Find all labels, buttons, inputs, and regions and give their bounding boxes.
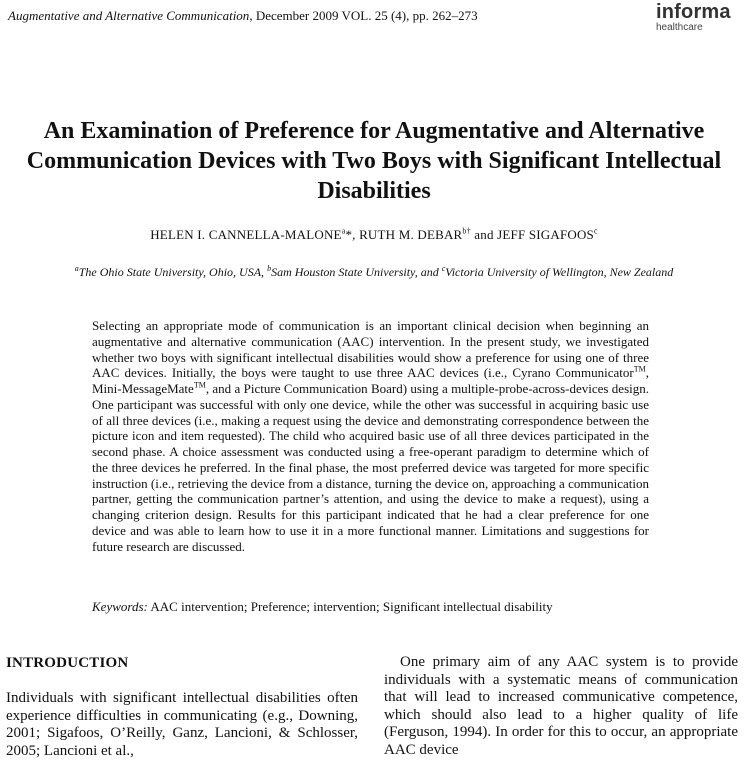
keywords (92, 599, 553, 615)
affiliation-mark: a (74, 264, 79, 273)
left-column (6, 654, 358, 760)
affiliation-text: The Ohio State University, Ohio, USA, (78, 265, 268, 279)
keywords-list: AAC intervention; Preference; intervention; Significant intellectual disability (150, 599, 553, 614)
right-column (384, 654, 738, 759)
abstract-text: , Mini-MessageMate (92, 365, 649, 396)
author-mark: a (341, 226, 346, 236)
abstract-text: Selecting an appropriate mode of communication is an important clinical decision when beginning an augmentative and alternative communication (AAC) intervention. In the present study, we investigated whether two boys with significant intellectual disabilities would show a preference for using one of three AAC devices. Initially, the boys were taught to use three AAC devices (i.e., Cyrano Communicator (92, 318, 649, 381)
author-mark: c (594, 226, 598, 236)
affiliation-mark: b (267, 264, 272, 273)
trademark-mark: TM (633, 364, 646, 374)
publisher-brand: informa (656, 1, 731, 23)
body-paragraph: One primary aim of any AAC system is to provide individuals with a systematic means of communication that will lead to increased communicative competence, which should also lead to a higher quality of life (Ferguson, 1994). In order for this to occur, an appropriate AAC device (384, 654, 738, 758)
abstract-text: , and a Picture Communication Board) using a multiple-probe-across-devices design. One participant was successful with only one device, while the other was successful in acquiring basic use of all three devices (i.e., making a request using the device and demonstrating correspondence between the picture icon and item requested). The child who acquired basic use of all three devices participated in the second phase. A choice assessment was conducted using a free-operant paradigm to determine which of the three devices he preferred. In the final phase, the most preferred device was targeted for more specific instruction (i.e., retrieving the device from a distance, turning the device on, approaching a communication partner, getting the communication partner’s attention, and using the device to make a request), using a changing criterion design. Results for this participant indicated that he had a clear preference for one device and was able to learn how to use it in a more functional manner. Limitations and suggestions for future research are discussed. (92, 381, 649, 554)
author-separator: *, (345, 227, 360, 242)
affiliation-text: Victoria University of Wellington, New Zealand (445, 265, 674, 279)
publisher-subtitle: healthcare (656, 22, 703, 33)
section-heading-introduction: INTRODUCTION (6, 655, 129, 671)
author-list (20, 227, 728, 243)
abstract (92, 318, 649, 554)
body-paragraph: Individuals with significant intellectual disabilities often experience difficulties in communicating (e.g., Downing, 2001; Sigafoos, O’Reilly, Ganz, Lancioni, & Schlosser, 2005; Lancioni et al., (6, 690, 358, 759)
author-mark: b† (462, 226, 471, 236)
trademark-mark: TM (193, 380, 206, 390)
journal-citation (8, 8, 478, 24)
affiliation-list (60, 264, 688, 280)
article-title: An Examination of Preference for Augmentative and Alternative Communication Devices with Two Boys with Significant Intellectual Disabilities (26, 118, 722, 204)
author-separator: and (470, 227, 498, 242)
affiliation-mark: c (441, 264, 446, 273)
keywords-label: Keywords: (92, 599, 148, 614)
journal-title: Augmentative and Alternative Communication (8, 8, 250, 23)
affiliation-text: Sam Houston State University, and (271, 265, 442, 279)
author-name: JEFF SIGAFOOS (497, 227, 594, 242)
author-name: RUTH M. DEBAR (359, 227, 463, 242)
issue-info: , December 2009 VOL. 25 (4), pp. 262–273 (249, 8, 478, 23)
publisher-logo (656, 2, 740, 34)
author-name: HELEN I. CANNELLA-MALONE (150, 227, 342, 242)
